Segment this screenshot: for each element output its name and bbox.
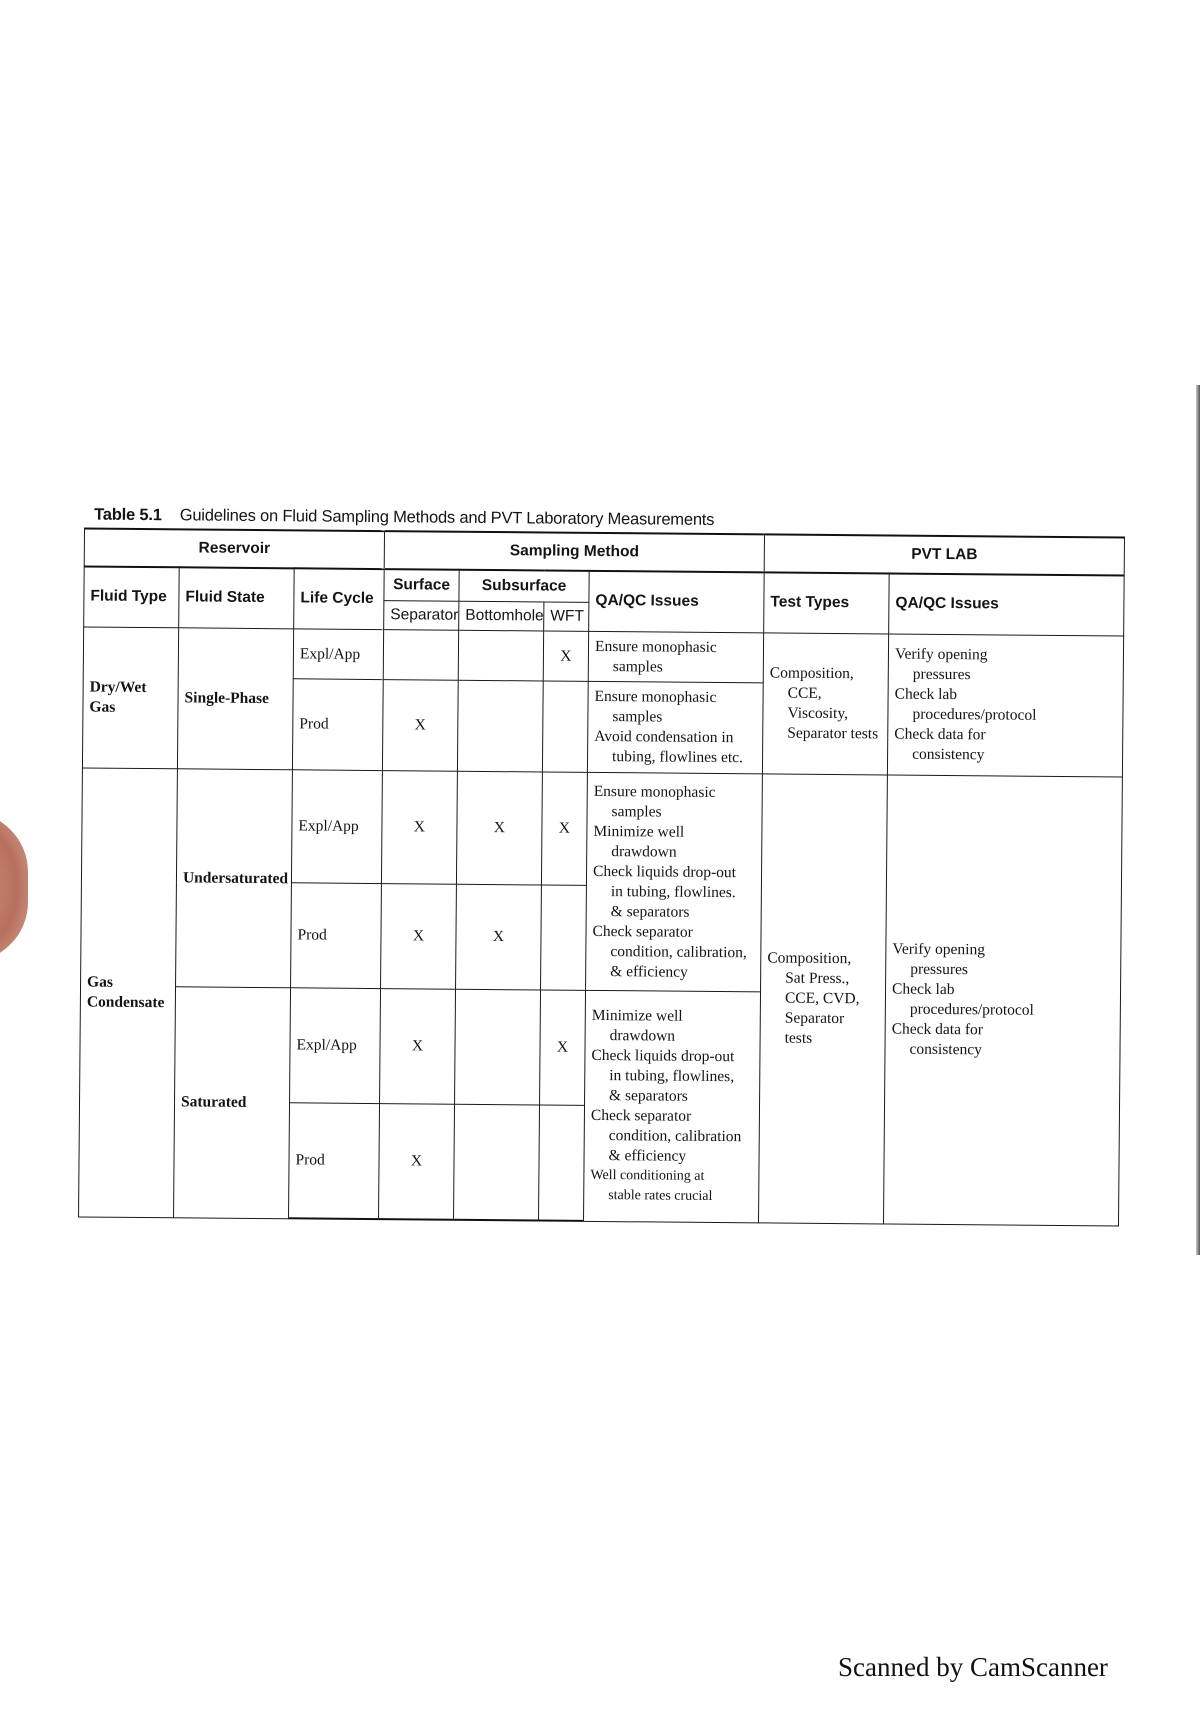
col-separator: Separator	[384, 600, 459, 630]
cell-life-cycle: Prod	[291, 883, 382, 988]
cell-separator: X	[380, 989, 456, 1105]
cell-wft	[539, 1105, 585, 1221]
header-sampling-method: Sampling Method	[384, 531, 764, 572]
col-bottomhole: Bottomhole	[459, 601, 544, 631]
table-row	[83, 627, 1123, 686]
col-life-cycle: Life Cycle	[294, 568, 385, 630]
cell-wft: X	[540, 990, 586, 1106]
cell-qaqc-sampling: Ensure monophasic samples	[588, 631, 763, 683]
cell-bottomhole	[457, 680, 543, 772]
cell-qaqc-sampling: Minimize well drawdown Check liquids drop-out in tubing, flowlines, & separators Check separator condition, calibration & efficiency Well conditioning at stable rates crucial	[584, 990, 761, 1222]
cell-bottomhole	[454, 1104, 540, 1220]
cell-wft	[541, 885, 587, 990]
cell-bottomhole: X	[456, 771, 542, 885]
cell-life-cycle: Expl/App	[290, 988, 381, 1104]
cell-separator	[383, 630, 458, 681]
cell-life-cycle: Prod	[289, 1103, 380, 1219]
table-caption-label: Table 5.1	[94, 505, 162, 525]
cell-separator: X	[381, 771, 457, 885]
cell-fluid-type-gas-condensate: Gas Condensate	[79, 768, 178, 1217]
cell-bottomhole: X	[456, 885, 542, 990]
table-caption	[94, 506, 714, 530]
cell-fluid-state-undersaturated: Undersaturated	[176, 769, 293, 988]
cell-test-types: Composition, CCE, Viscosity, Separator tests	[762, 633, 888, 775]
cell-qaqc-sampling: Ensure monophasic samples Avoid condensation in tubing, flowlines etc.	[587, 682, 763, 775]
header-pvt-lab: PVT LAB	[764, 534, 1124, 575]
col-qaqc-lab: QA/QC Issues	[889, 573, 1125, 636]
cell-qaqc-lab: Verify opening pressures Check lab procedures/protocol Check data for consistency	[884, 775, 1123, 1225]
cell-life-cycle: Prod	[292, 679, 383, 771]
cell-separator: X	[382, 680, 458, 772]
table-caption-title: Guidelines on Fluid Sampling Methods and PVT Laboratory Measurements	[179, 506, 715, 529]
cell-test-types: Composition, Sat Press., CCE, CVD, Separator tests	[759, 774, 888, 1223]
cell-fluid-state-saturated: Saturated	[174, 987, 291, 1218]
cell-separator: X	[381, 884, 457, 989]
cell-bottomhole	[458, 630, 543, 681]
table-row	[81, 768, 1122, 890]
header-surface: Surface	[384, 569, 459, 601]
scanned-page	[0, 3, 1200, 1711]
cell-bottomhole	[455, 989, 541, 1105]
header-reservoir: Reservoir	[84, 528, 384, 568]
col-fluid-state: Fluid State	[179, 567, 295, 629]
col-fluid-type: Fluid Type	[84, 566, 180, 628]
cell-fluid-type-dry-wet: Dry/Wet Gas	[82, 627, 178, 769]
cell-life-cycle: Expl/App	[291, 770, 382, 884]
cell-fluid-state-single: Single-Phase	[177, 628, 293, 770]
col-test-types: Test Types	[764, 572, 890, 634]
cell-qaqc-lab: Verify opening pressures Check lab procedures/protocol Check data for consistency	[887, 634, 1123, 777]
col-wft: WFT	[544, 602, 589, 632]
cell-wft: X	[543, 631, 588, 682]
camscanner-watermark: Scanned by CamScanner	[838, 1652, 1108, 1682]
cell-qaqc-sampling: Ensure monophasic samples Minimize well drawdown Check liquids drop-out in tubing, flowlines. & separators Check separator condition, calibration, & efficiency	[586, 773, 763, 992]
header-subsurface: Subsurface	[459, 569, 589, 602]
pvt-guidelines-table	[78, 527, 1125, 1226]
cell-life-cycle: Expl/App	[293, 629, 383, 680]
cell-wft: X	[541, 772, 587, 885]
col-qaqc-sampling: QA/QC Issues	[589, 571, 765, 633]
cell-separator: X	[379, 1104, 455, 1220]
cell-wft	[542, 681, 588, 772]
